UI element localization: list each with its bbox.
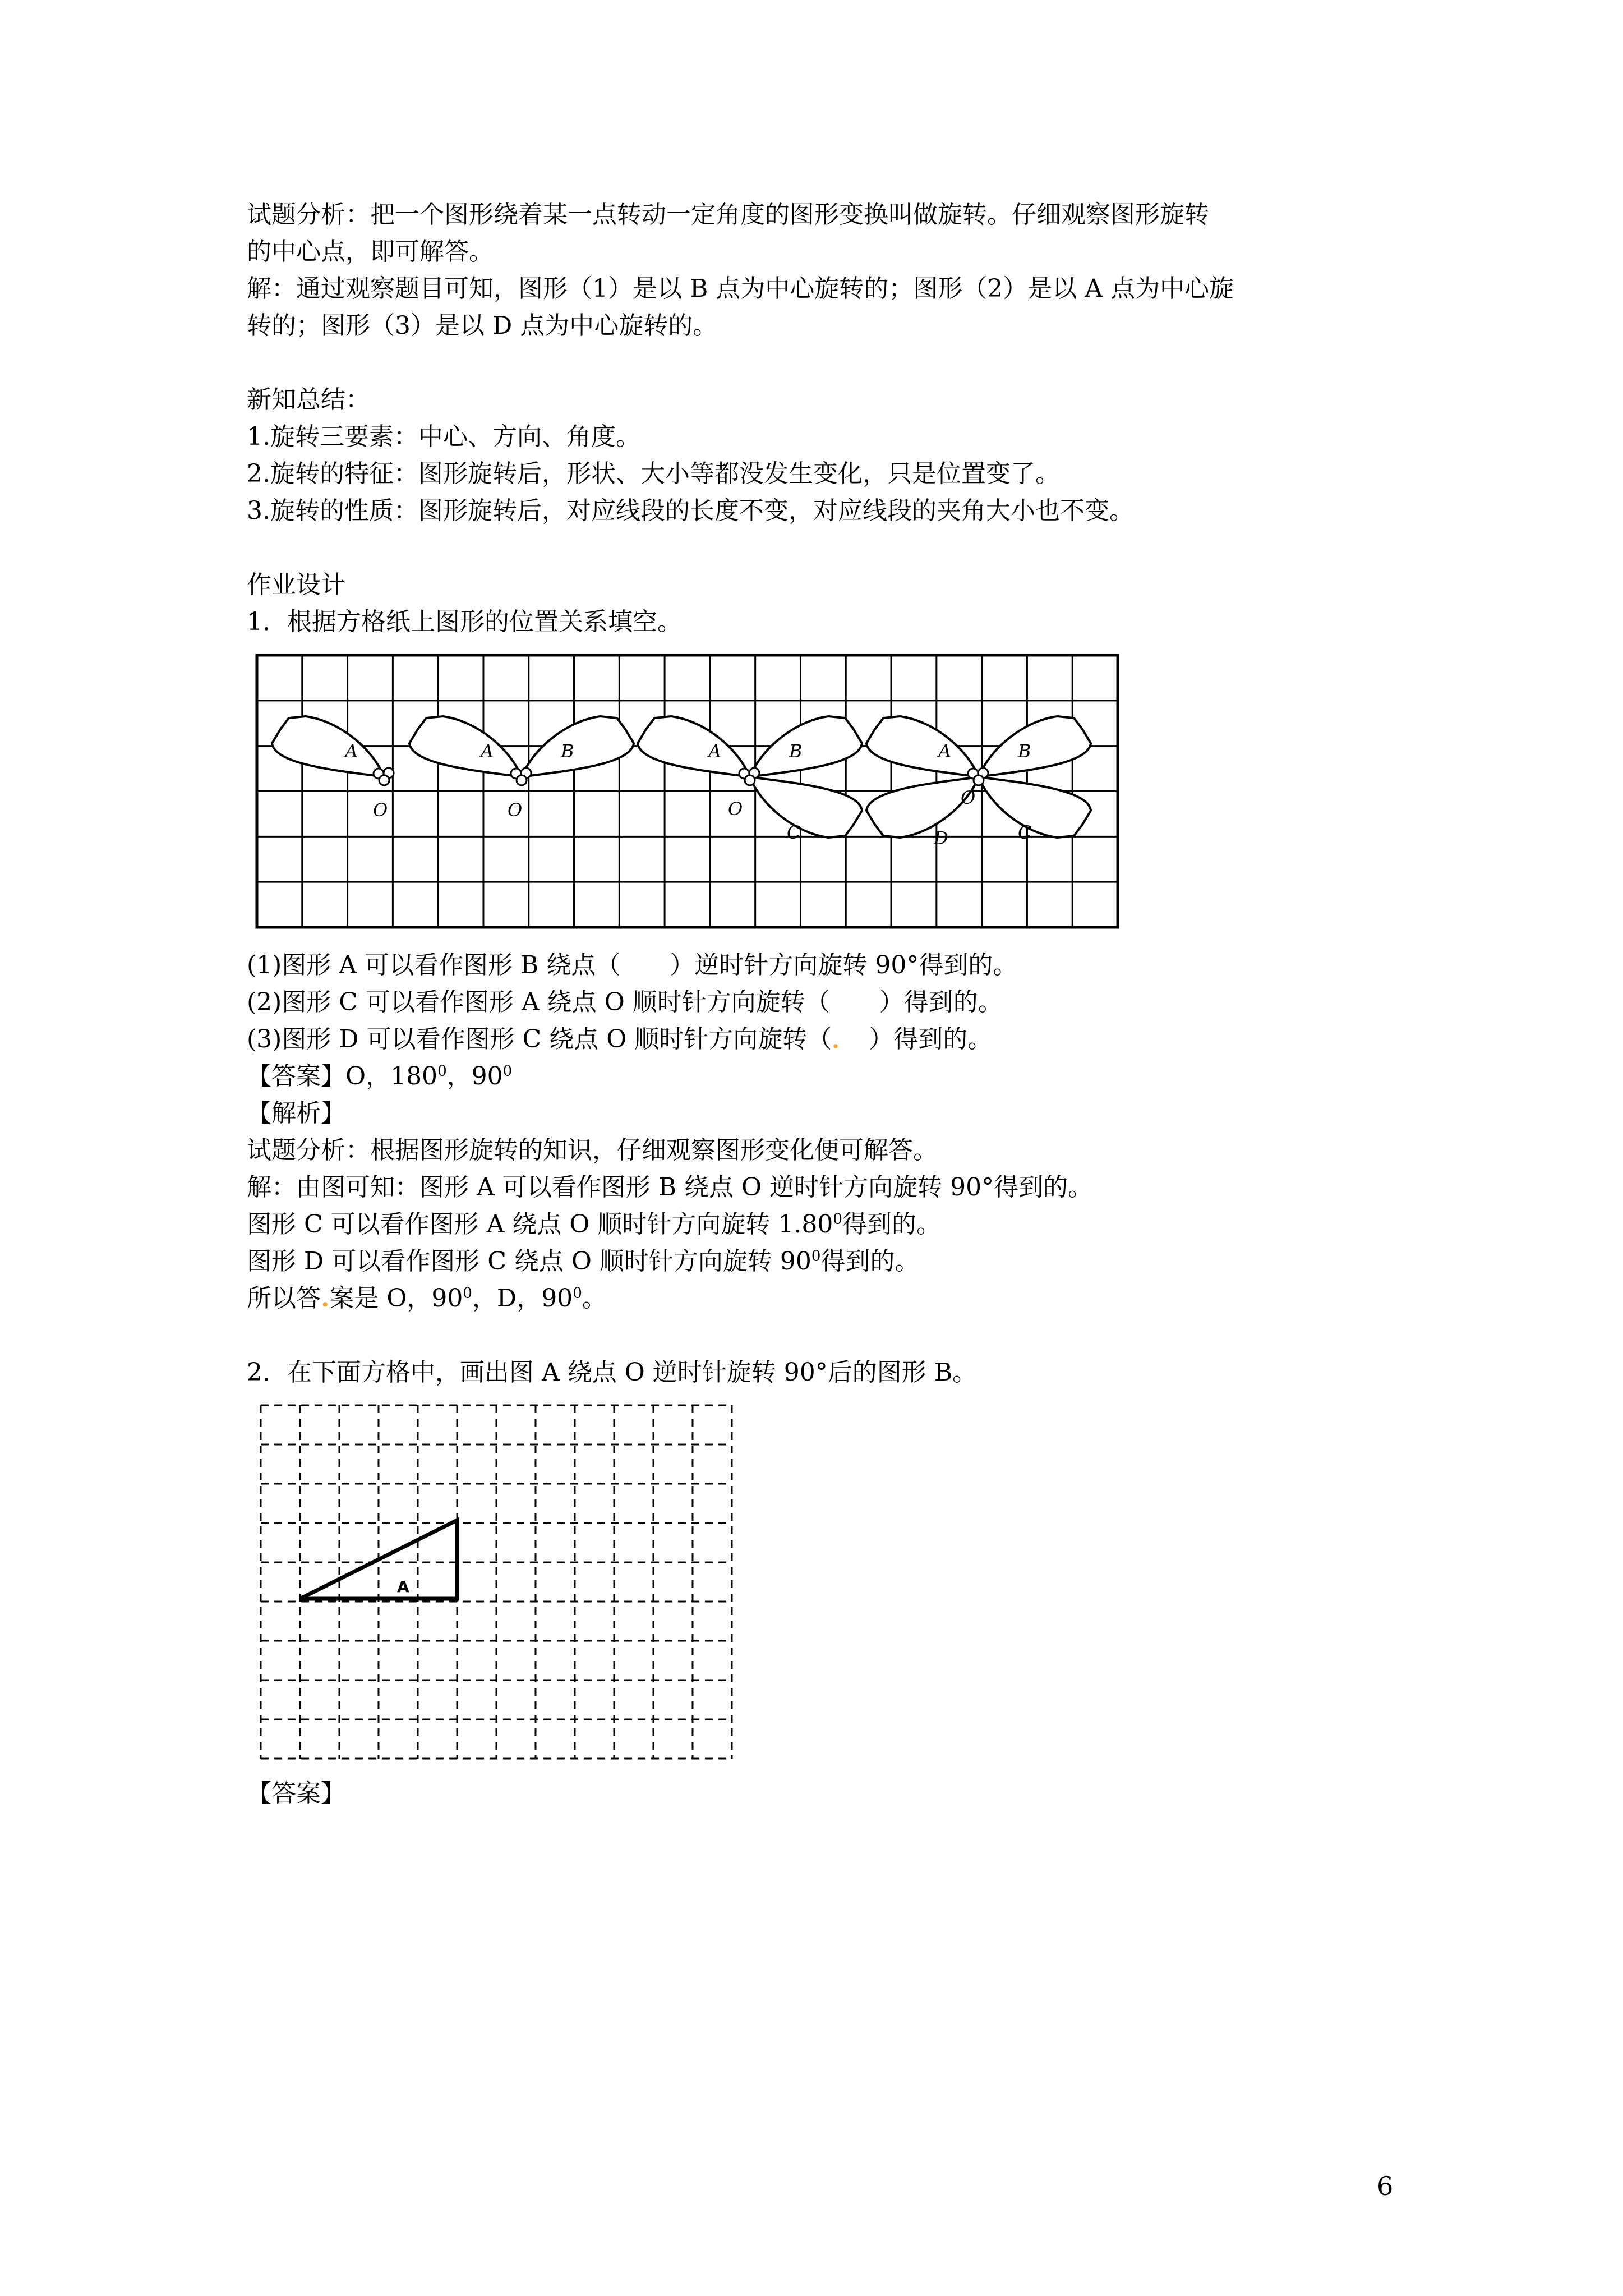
homework-heading: 作业设计 (247, 570, 345, 599)
petal-label-b: B (1018, 740, 1031, 762)
petal-label-a: A (708, 740, 722, 762)
petal-label-b: B (789, 740, 803, 762)
question-1-sub-2: (2)图形 C 可以看作图形 A 绕点 O 顺时针方向旋转（ ）得到的。 (247, 988, 1003, 1016)
question-1-analysis-heading: 【解析】 (247, 1099, 345, 1128)
question-1-analysis-line: 解：由图可知：图形 A 可以看作图形 B 绕点 O 逆时针方向旋转 90°得到的。 (247, 1173, 1093, 1202)
question-1-analysis-line: 图形 D 可以看作图形 C 绕点 O 顺时针方向旋转 $90^0$得到的。 (247, 1247, 920, 1276)
summary-item: 2.旋转的特征：图形旋转后，形状、大小等都没发生变化，只是位置变了。 (247, 459, 1060, 488)
question-1-title: 1．根据方格纸上图形的位置关系填空。 (247, 608, 682, 636)
page-number: 6 (1377, 2171, 1394, 2201)
triangle-rotation-figure (258, 1402, 735, 1761)
petal-label-a: A (345, 740, 358, 762)
summary-heading: 新知总结： (247, 385, 370, 414)
solution-line: 解：通过观察题目可知，图形（1）是以 B 点为中心旋转的；图形（2）是以 A 点为中心旋 (247, 274, 1234, 303)
petal-label-d: D (934, 827, 948, 849)
summary-item: 3.旋转的性质：图形旋转后，对应线段的长度不变，对应线段的夹角大小也不变。 (247, 496, 1134, 525)
center-label-o: O (508, 799, 523, 821)
analysis-line: 的中心点，即可解答。 (247, 237, 494, 266)
petal-label-c: C (1018, 822, 1032, 843)
petal-rotation-figure (255, 654, 1122, 934)
question-2-answer: 【答案】 (247, 1779, 345, 1808)
question-2-title: 2．在下面方格中，画出图 A 绕点 O 逆时针旋转 90°后的图形 B。 (247, 1358, 978, 1387)
question-1-analysis-line: 图形 C 可以看作图形 A 绕点 O 顺时针方向旋转 1.80$^0$得到的。 (247, 1210, 941, 1239)
center-label-o: O (728, 798, 743, 820)
triangle-label-a: A (397, 1577, 409, 1596)
summary-item: 1.旋转三要素：中心、方向、角度。 (247, 422, 640, 451)
analysis-line: 试题分析：把一个图形绕着某一点转动一定角度的图形变换叫做旋转。仔细观察图形旋转 (247, 200, 1209, 229)
center-label-o: O (961, 787, 976, 808)
center-label-o: O (373, 799, 388, 821)
question-1-analysis-line: 试题分析：根据图形旋转的知识，仔细观察图形变化便可解答。 (247, 1136, 938, 1165)
question-1-analysis-line: 所以答.案是 O，$90^0$，D，$90^0$。 (247, 1284, 607, 1313)
question-1-sub-3: (3)图形 D 可以看作图形 C 绕点 O 顺时针方向旋转（． ）得到的。 (247, 1025, 993, 1053)
question-1-answer: 【答案】O，$180^0$，$90^0$ (247, 1062, 513, 1091)
question-1-sub-1: (1)图形 A 可以看作图形 B 绕点（ ）逆时针方向旋转 90°得到的。 (247, 951, 1018, 979)
solution-line: 转的；图形（3）是以 D 点为中心旋转的。 (247, 311, 718, 340)
petal-label-a: A (938, 740, 952, 762)
petal-label-b: B (561, 740, 574, 762)
petal-label-a: A (481, 740, 494, 762)
petal-label-c: C (787, 822, 801, 843)
